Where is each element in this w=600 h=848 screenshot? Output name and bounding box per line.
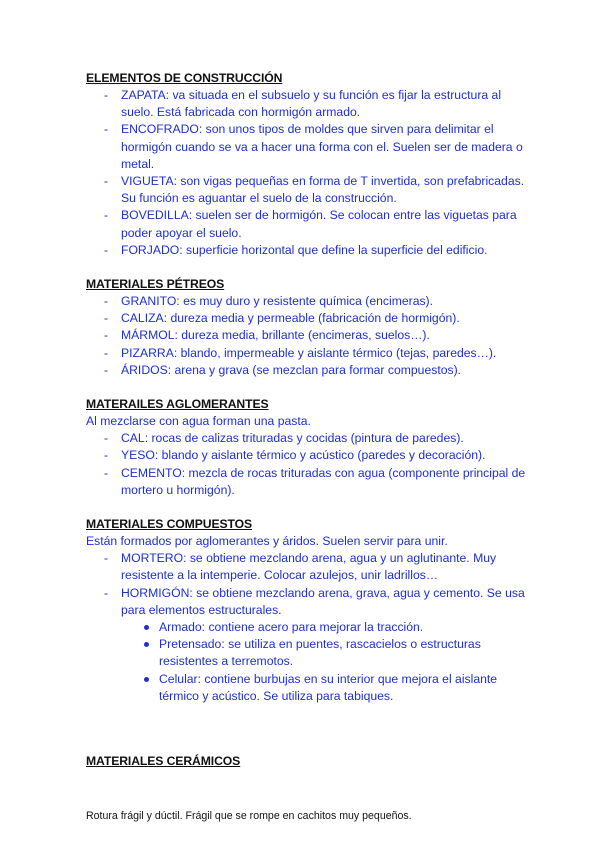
item-text: MÁRMOL: dureza media, brillante (encimeras, suelos…).	[121, 328, 430, 343]
list-item	[86, 465, 526, 499]
dash-marker: -	[104, 122, 109, 137]
dash-marker: -	[104, 242, 109, 257]
list-item	[86, 121, 526, 173]
item-text: CALIZA: dureza media y permeable (fabricación de hormigón).	[121, 311, 460, 326]
list-item	[86, 242, 526, 259]
bullet-list	[86, 550, 526, 619]
list-item	[86, 430, 526, 447]
list-item	[86, 447, 526, 464]
dash-marker: -	[104, 345, 109, 360]
item-text: ÁRIDOS: arena y grava (se mezclan para formar compuestos).	[121, 362, 462, 377]
section-elementos	[86, 70, 526, 259]
item-text: VIGUETA: son vigas pequeñas en forma de T invertida, son prefabricadas. Su función es aguantar el suelo de la construcción.	[121, 174, 525, 206]
list-item	[86, 362, 526, 379]
section-title: MATERAILES AGLOMERANTES	[86, 397, 269, 412]
list-item	[86, 585, 526, 619]
sub-list-item	[86, 671, 526, 705]
list-item	[86, 327, 526, 344]
section-title: MATERIALES COMPUESTOS	[86, 517, 253, 532]
spacer	[86, 722, 526, 753]
bullet-dot-icon	[144, 625, 149, 630]
list-item	[86, 293, 526, 310]
bullet-dot-icon	[144, 677, 149, 682]
item-text: Pretensado: se utiliza en puentes, rascacielos o estructuras resistentes a terremotos.	[159, 637, 481, 669]
dash-marker: -	[104, 465, 109, 480]
list-item	[86, 550, 526, 584]
dash-marker: -	[104, 328, 109, 343]
list-item	[86, 345, 526, 362]
dash-marker: -	[104, 585, 109, 600]
dash-marker: -	[104, 551, 109, 566]
item-text: CAL: rocas de calizas trituradas y cocidas (pintura de paredes).	[121, 431, 464, 446]
dash-marker: -	[104, 88, 109, 102]
item-text: HORMIGÓN: se obtiene mezclando arena, grava, agua y cemento. Se usa para elementos estructurales.	[121, 585, 525, 617]
item-text: MORTERO: se obtiene mezclando arena, agua y un aglutinante. Muy resistente a la intemperie. Colocar azulejos, unir ladrillos…	[121, 551, 497, 583]
sub-bullet-list	[86, 619, 526, 705]
item-text: PIZARRA: blando, impermeable y aislante térmico (tejas, paredes…).	[121, 345, 497, 360]
item-text: GRANITO: es muy duro y resistente química (encimeras).	[121, 294, 434, 309]
document-content	[86, 70, 526, 834]
dash-marker: -	[104, 362, 109, 377]
item-text: YESO: blando y aislante térmico y acústico (paredes y decoración).	[121, 448, 486, 463]
list-item	[86, 87, 526, 121]
item-text: BOVEDILLA: suelen ser de hormigón. Se colocan entre las viguetas para poder apoyar el suelo.	[121, 208, 517, 240]
item-text: CEMENTO: mezcla de rocas trituradas con agua (componente principal de mortero u hormigón).	[121, 465, 526, 497]
item-text: Armado: contiene acero para mejorar la tracción.	[159, 620, 424, 635]
item-text: ZAPATA: va situada en el subsuelo y su función es fijar la estructura al suelo. Está fabricada con hormigón armado.	[121, 88, 502, 120]
dash-marker: -	[104, 448, 109, 463]
section-intro: Están formados por aglomerantes y áridos. Suelen servir para unir.	[86, 534, 448, 549]
list-item	[86, 207, 526, 241]
section-aglomerantes	[86, 396, 526, 499]
dash-marker: -	[104, 311, 109, 326]
section-title: MATERIALES PÉTREOS	[86, 277, 225, 292]
dash-marker: -	[104, 208, 109, 223]
section-ceramicos	[86, 753, 526, 770]
section-title: MATERIALES CERÁMICOS	[86, 754, 241, 769]
item-text: FORJADO: superficie horizontal que define la superficie del edificio.	[121, 242, 488, 257]
dash-marker: -	[104, 431, 109, 446]
section-compuestos	[86, 516, 526, 705]
section-petreos	[86, 276, 526, 379]
dash-marker: -	[104, 174, 109, 189]
bullet-dot-icon	[144, 642, 149, 647]
list-item	[86, 310, 526, 327]
bullet-list	[86, 293, 526, 379]
note-text: Rotura frágil y dúctil. Frágil que se rompe en cachitos muy pequeños.	[86, 810, 412, 823]
section-intro: Al mezclarse con agua forman una pasta.	[86, 414, 311, 429]
item-text: Celular: contiene burbujas en su interior que mejora el aislante térmico y acústico. Se utiliza para tabiques.	[159, 671, 498, 703]
list-item	[86, 173, 526, 207]
sub-list-item	[86, 636, 526, 670]
dash-marker: -	[104, 294, 109, 309]
item-text: ENCOFRADO: son unos tipos de moldes que sirven para delimitar el hormigón cuando se va a hacer una forma con el. Suelen ser de madera o metal.	[121, 122, 523, 171]
bullet-list	[86, 87, 526, 259]
bullet-list	[86, 430, 526, 499]
section-title: ELEMENTOS DE CONSTRUCCIÓN	[86, 71, 283, 85]
sub-list-item	[86, 619, 526, 636]
